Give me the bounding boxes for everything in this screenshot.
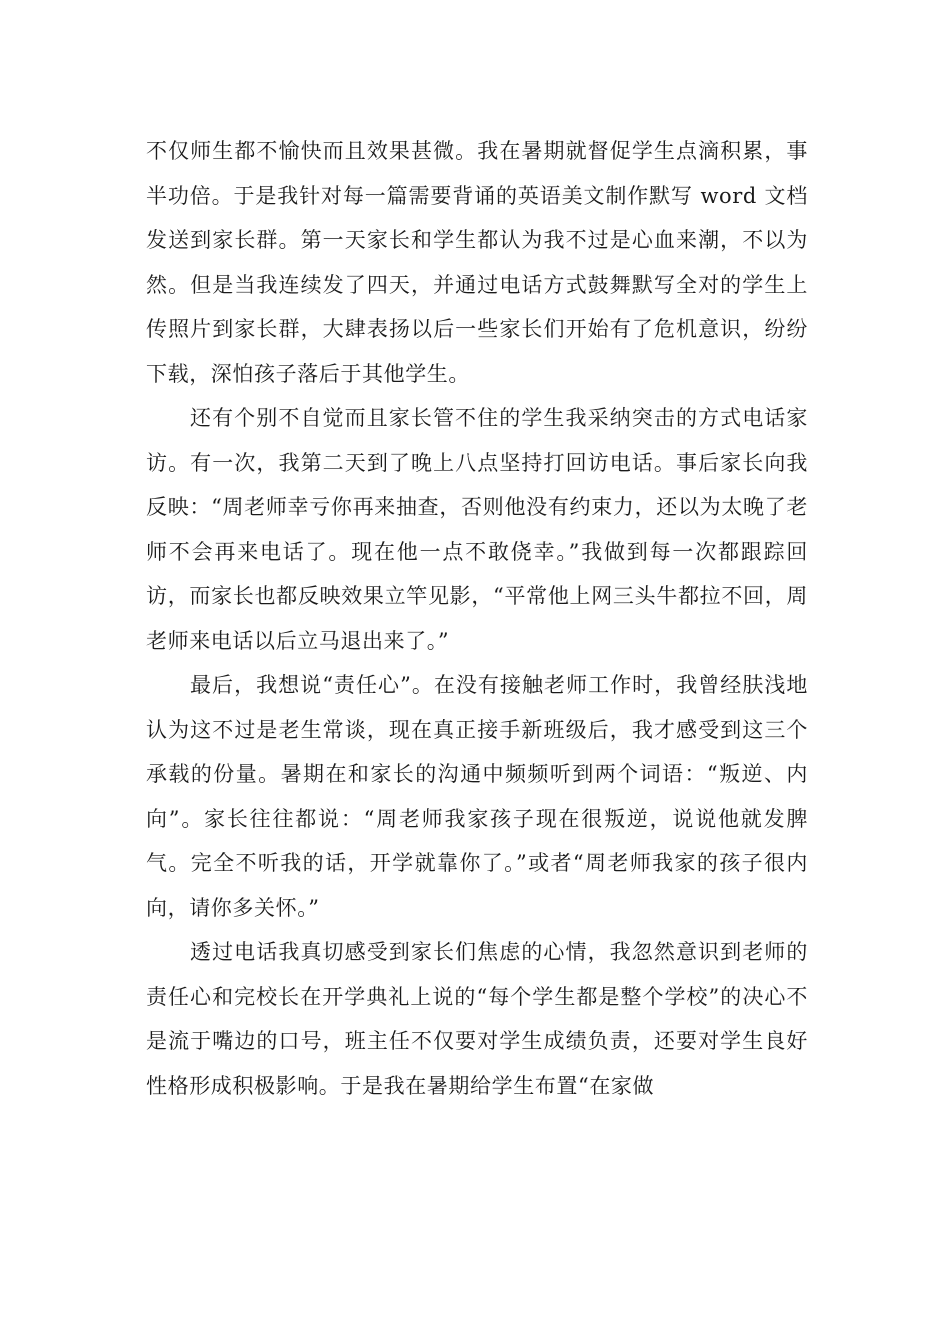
paragraph-4: 透过电话我真切感受到家长们焦虑的心情，我忽然意识到老师的责任心和完校长在开学典礼上说的“每个学生都是整个学校”的决心不是流于嘴边的口号，班主任不仅要对学生成绩负责，还要对学生良好性格形成积极影响。于是我在暑期给学生布置“在家做 <box>146 940 808 1098</box>
paragraph-2: 还有个别不自觉而且家长管不住的学生我采纳突击的方式电话家访。有一次，我第二天到了晚上八点坚持打回访电话。事后家长向我反映：“周老师幸亏你再来抽查，否则他没有约束力，还以为太晚了老师不会再来电话了。现在他一点不敢侥幸。”我做到每一次都跟踪回访，而家长也都反映效果立竿见影，“平常他上网三头牛都拉不回，周老师来电话以后立马退出来了。” <box>146 406 808 653</box>
document-body <box>146 129 808 1108</box>
paragraph-1: 不仅师生都不愉快而且效果甚微。我在暑期就督促学生点滴积累，事半功倍。于是我针对每一篇需要背诵的英语美文制作默写 word 文档发送到家长群。第一天家长和学生都认为我不过是心血来潮，不以为然。但是当我连续发了四天，并通过电话方式鼓舞默写全对的学生上传照片到家长群，大肆表扬以后一些家长们开始有了危机意识，纷纷下载，深怕孩子落后于其他学生。 <box>146 139 808 386</box>
paragraph-3: 最后，我想说“责任心”。在没有接触老师工作时，我曾经肤浅地认为这不过是老生常谈，现在真正接手新班级后，我才感受到这三个承载的份量。暑期在和家长的沟通中频频听到两个词语：“叛逆、内向”。家长往往都说：“周老师我家孩子现在很叛逆，说说他就发脾气。完全不听我的话，开学就靠你了。”或者“周老师我家的孩子很内向，请你多关怀。” <box>146 673 808 920</box>
